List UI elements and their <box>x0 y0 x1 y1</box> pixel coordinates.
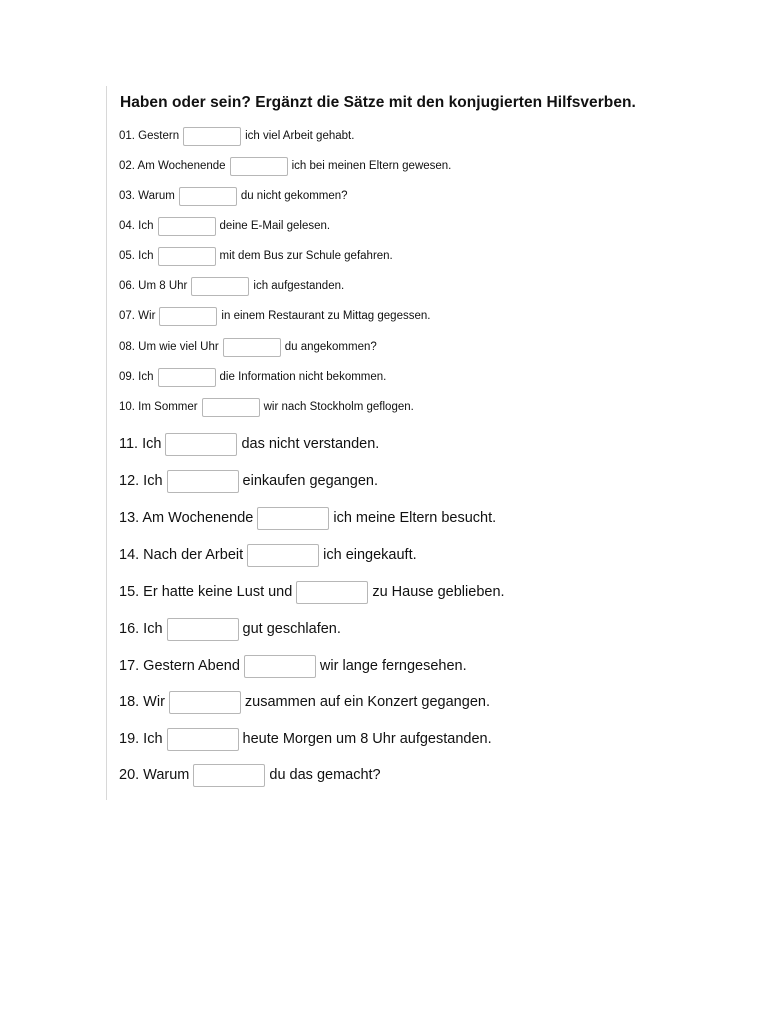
exercise-suffix: ich eingekauft. <box>323 547 417 563</box>
answer-input-09[interactable] <box>158 368 216 387</box>
worksheet-title: Haben oder sein? Ergänzt die Sätze mit den konjugierten Hilfsverben. <box>120 94 636 111</box>
exercise-prefix: 12. Ich <box>119 473 163 489</box>
exercise-09 <box>119 367 386 387</box>
exercise-prefix: 04. Ich <box>119 220 154 232</box>
answer-input-01[interactable] <box>183 127 241 146</box>
exercise-17 <box>119 654 467 678</box>
exercise-suffix: zu Hause geblieben. <box>372 584 505 600</box>
exercise-suffix: heute Morgen um 8 Uhr aufgestanden. <box>242 731 492 747</box>
answer-input-05[interactable] <box>158 247 216 266</box>
exercise-suffix: die Information nicht bekommen. <box>219 371 387 383</box>
exercise-prefix: 07. Wir <box>119 310 156 322</box>
exercise-prefix: 14. Nach der Arbeit <box>119 547 244 563</box>
exercise-suffix: einkaufen gegangen. <box>242 473 378 489</box>
answer-input-02[interactable] <box>230 157 288 176</box>
exercise-18 <box>119 690 490 714</box>
exercise-suffix: ich aufgestanden. <box>253 280 345 292</box>
exercise-suffix: wir nach Stockholm geflogen. <box>263 401 414 413</box>
exercise-suffix: mit dem Bus zur Schule gefahren. <box>219 250 393 262</box>
exercise-suffix: du das gemacht? <box>269 767 381 783</box>
answer-input-19[interactable] <box>167 728 239 751</box>
answer-input-04[interactable] <box>158 217 216 236</box>
exercise-prefix: 01. Gestern <box>119 130 180 142</box>
answer-input-06[interactable] <box>191 277 249 296</box>
exercise-suffix: das nicht verstanden. <box>241 436 380 452</box>
exercise-prefix: 17. Gestern Abend <box>119 658 240 674</box>
answer-input-10[interactable] <box>202 398 260 417</box>
exercise-prefix: 02. Am Wochenende <box>119 160 226 172</box>
exercise-13 <box>119 506 496 530</box>
exercise-suffix: ich viel Arbeit gehabt. <box>245 130 355 142</box>
exercise-10 <box>119 397 414 417</box>
exercise-11 <box>119 432 379 456</box>
answer-input-03[interactable] <box>179 187 237 206</box>
answer-input-12[interactable] <box>167 470 239 493</box>
exercise-prefix: 09. Ich <box>119 371 154 383</box>
exercise-prefix: 20. Warum <box>119 767 190 783</box>
answer-input-14[interactable] <box>247 544 319 567</box>
exercise-02 <box>119 156 451 176</box>
exercise-04 <box>119 216 330 236</box>
exercise-prefix: 15. Er hatte keine Lust und <box>119 584 293 600</box>
exercise-suffix: du nicht gekommen? <box>240 190 348 202</box>
exercise-19 <box>119 727 492 751</box>
exercise-suffix: wir lange ferngesehen. <box>319 658 467 674</box>
exercise-suffix: zusammen auf ein Konzert gegangen. <box>244 694 490 710</box>
exercise-prefix: 16. Ich <box>119 621 163 637</box>
exercise-16 <box>119 617 341 641</box>
exercise-prefix: 11. Ich <box>119 436 162 452</box>
exercise-prefix: 19. Ich <box>119 731 163 747</box>
exercise-suffix: in einem Restaurant zu Mittag gegessen. <box>221 310 431 322</box>
exercise-prefix: 08. Um wie viel Uhr <box>119 341 219 353</box>
answer-input-11[interactable] <box>165 433 237 456</box>
exercise-06 <box>119 276 344 296</box>
exercise-08 <box>119 337 377 357</box>
answer-input-13[interactable] <box>257 507 329 530</box>
exercise-suffix: du angekommen? <box>284 341 377 353</box>
answer-input-20[interactable] <box>193 764 265 787</box>
exercise-01 <box>119 126 354 146</box>
exercise-03 <box>119 186 348 206</box>
exercise-05 <box>119 246 393 266</box>
exercise-suffix: ich bei meinen Eltern gewesen. <box>291 160 452 172</box>
exercise-prefix: 06. Um 8 Uhr <box>119 280 188 292</box>
exercise-20 <box>119 763 381 787</box>
exercise-suffix: deine E-Mail gelesen. <box>219 220 331 232</box>
exercise-prefix: 03. Warum <box>119 190 175 202</box>
answer-input-15[interactable] <box>296 581 368 604</box>
exercise-12 <box>119 469 378 493</box>
exercise-prefix: 05. Ich <box>119 250 154 262</box>
exercise-14 <box>119 543 417 567</box>
answer-input-18[interactable] <box>169 691 241 714</box>
exercise-07 <box>119 306 430 326</box>
answer-input-08[interactable] <box>223 338 281 357</box>
left-divider <box>106 86 107 800</box>
answer-input-16[interactable] <box>167 618 239 641</box>
answer-input-07[interactable] <box>159 307 217 326</box>
exercise-prefix: 13. Am Wochenende <box>119 510 254 526</box>
answer-input-17[interactable] <box>244 655 316 678</box>
exercise-suffix: gut geschlafen. <box>242 621 341 637</box>
exercise-15 <box>119 580 505 604</box>
exercise-suffix: ich meine Eltern besucht. <box>333 510 497 526</box>
exercise-prefix: 18. Wir <box>119 694 165 710</box>
exercise-prefix: 10. Im Sommer <box>119 401 198 413</box>
